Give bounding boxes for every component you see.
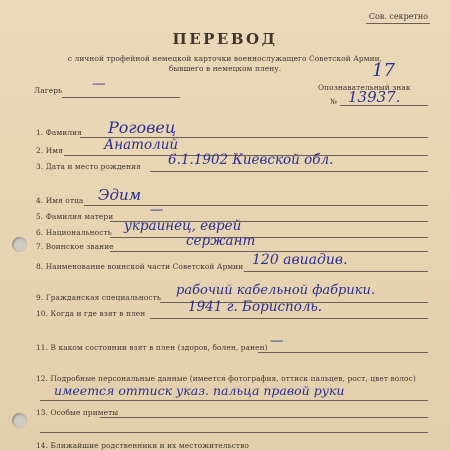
field-label: 10. Когда и где взят в плен: [36, 309, 146, 318]
field-value: сержант: [186, 233, 256, 249]
field-value: —: [150, 202, 164, 218]
punch-hole-top: [12, 237, 27, 252]
page-title: ПЕРЕВОД: [172, 30, 278, 48]
field-value: 1941 г. Борисполь.: [188, 299, 323, 315]
field-value: Роговец: [108, 118, 177, 137]
field-label: 6. Национальность: [36, 228, 112, 237]
field-value: Анатолий: [104, 137, 179, 153]
field-label: 5. Фамилия матери: [36, 212, 114, 221]
field-label: 2. Имя: [36, 146, 63, 155]
field-value: 6.1.1902 Киевской обл.: [168, 152, 334, 168]
field-label: 8. Наименование воинской части Советской Армии: [36, 262, 244, 271]
field-label: 14. Ближайшие родственники и их местожительство: [36, 441, 249, 450]
field-label: 12. Подробные персональные данные (имеется фотография, оттиск пальцев, рост, цвет волос): [36, 374, 416, 383]
field-value: имеется оттиск указ. пальца правой руки: [54, 383, 345, 398]
field-value: 120 авиадив.: [252, 252, 348, 268]
field-label: 9. Гражданская специальность: [36, 293, 161, 302]
ident-no-label: №: [330, 97, 338, 106]
ident-value: 13937.: [348, 88, 401, 106]
ident-label: Опознавательный знак: [318, 83, 411, 92]
field-label: 13. Особые приметы: [36, 408, 119, 417]
field-label: 1. Фамилия: [36, 128, 82, 137]
subtitle-line-2: бывшего в немецком плену.: [168, 64, 282, 73]
field-value: рабочий кабельной фабрики.: [176, 283, 376, 298]
field-label: 11. В каком состоянии взят в плен (здоров, болен, ранен): [36, 343, 268, 352]
field-value: украинец, еврей: [124, 218, 242, 234]
classification-stamp: Сов. секретно: [368, 12, 428, 21]
field-value: —: [270, 333, 284, 349]
field-label: 7. Воинское звание: [36, 242, 114, 251]
field-value: Эдим: [98, 186, 142, 204]
camp-value: —: [92, 76, 106, 92]
ident-mark: 17: [372, 60, 395, 81]
punch-hole-bottom: [12, 413, 27, 428]
subtitle-line-1: с личной трофейной немецкой карточки военнослужащего Советской Армии,: [67, 54, 383, 63]
camp-label: Лагерь: [34, 86, 63, 95]
field-label: 3. Дата и место рождения: [36, 162, 141, 171]
field-label: 4. Имя отца: [36, 196, 84, 205]
